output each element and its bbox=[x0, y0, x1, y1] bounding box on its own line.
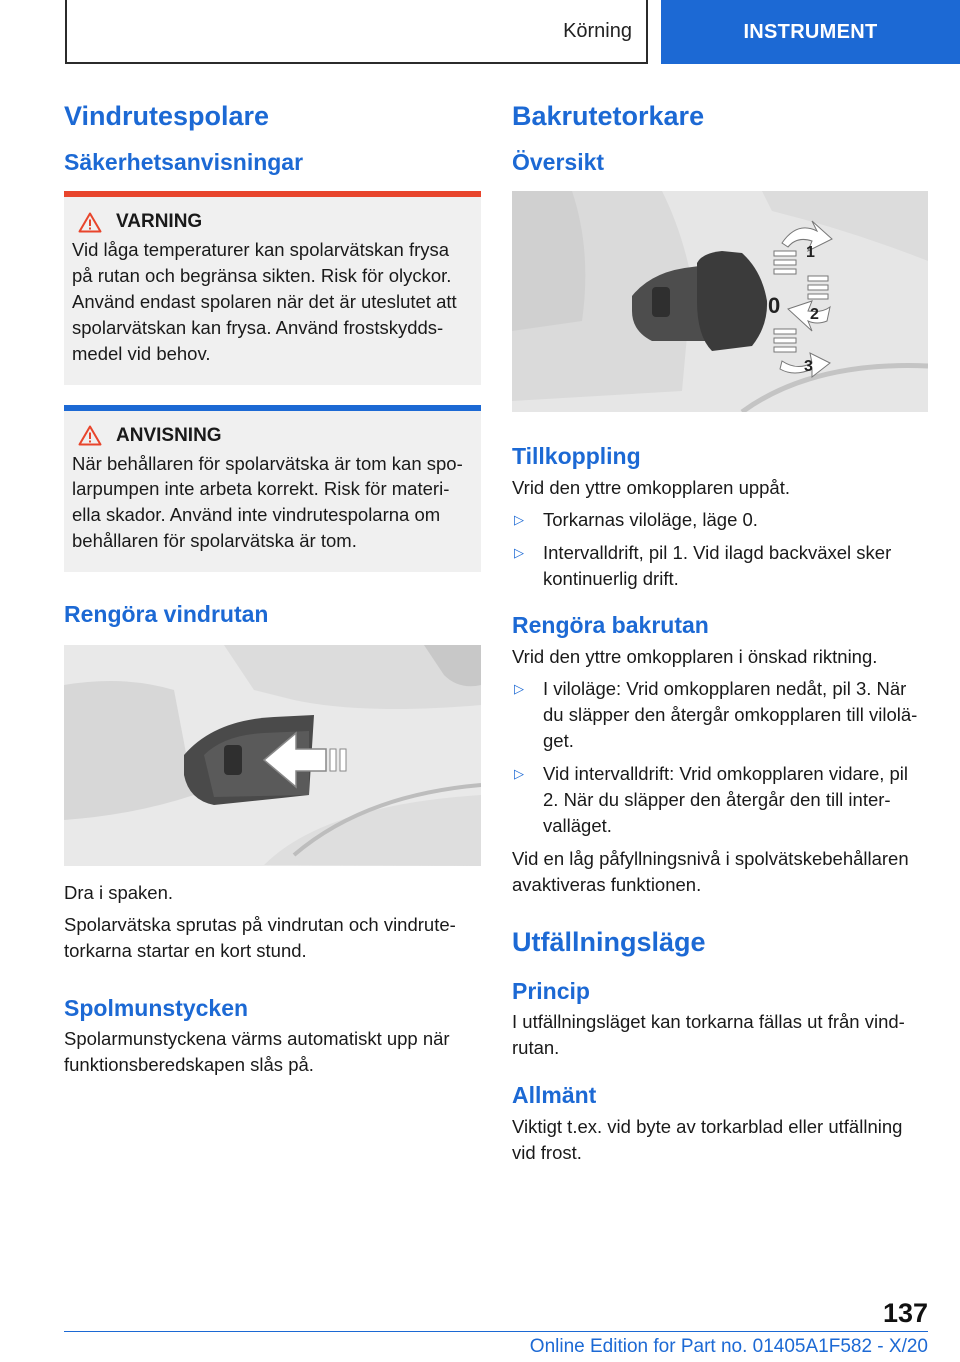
figure-label-3: 3 bbox=[804, 358, 813, 376]
list-item bbox=[512, 507, 928, 533]
principle-text: I utfällningsläget kan torkarna fällas ut från vindrutan. bbox=[512, 1011, 905, 1059]
footer-edition: Online Edition for Part no. 01405A1F582 - X/20 bbox=[529, 1336, 928, 1357]
nozzles-text: Spolarmunstyckena värms automatiskt upp när funktionsberedskapen slås på. bbox=[64, 1028, 450, 1076]
general-text: Viktigt t.ex. vid byte av torkarblad eller utfällning vid frost. bbox=[512, 1115, 903, 1163]
general-heading: Allmänt bbox=[512, 1082, 597, 1109]
notice-title bbox=[78, 425, 471, 447]
clean-windshield-step: Dra i spaken. bbox=[64, 881, 173, 903]
warning-triangle-icon bbox=[78, 212, 102, 233]
section-title-rear-wiper: Bakrutetorkare bbox=[512, 101, 705, 131]
clean-windshield-result: Spolarvätska sprutas på vindrutan och vindrutetorkarna startar en kort stund. bbox=[64, 913, 456, 961]
rear-wiper-switch-figure bbox=[512, 191, 928, 412]
clean-rear-window-note: Vid en låg påfyllningsnivå i spolvätskebehållaren avaktiveras funktionen. bbox=[512, 848, 909, 896]
list-item-text: Intervalldrift, pil 1. Vid ilagd backväxel sker kontinuerlig drift. bbox=[543, 541, 892, 589]
triangle-bullet-icon: ▷ bbox=[514, 765, 524, 781]
triangle-bullet-icon: ▷ bbox=[514, 681, 524, 697]
header-chapter-tab[interactable] bbox=[661, 0, 960, 64]
list-item-text: I viloläge: Vrid omkopplaren nedåt, pil 3. När du släpper den återgår omkopplaren till viloläget. bbox=[543, 678, 918, 751]
activation-heading: Tillkoppling bbox=[512, 443, 641, 470]
header-chapter-label: INSTRUMENT bbox=[743, 20, 878, 43]
figure-label-2: 2 bbox=[810, 306, 819, 324]
clean-windshield-heading: Rengöra vindrutan bbox=[64, 601, 269, 628]
foldout-heading: Utfällningsläge bbox=[512, 927, 706, 958]
header-section-label: Körning bbox=[563, 19, 632, 42]
safety-heading: Säkerhetsanvisningar bbox=[64, 149, 304, 176]
section-title-windshield-washer: Vindrutespolare bbox=[64, 101, 270, 131]
list-item bbox=[512, 761, 928, 839]
notice-box bbox=[64, 405, 481, 573]
figure-label-0: 0 bbox=[768, 293, 781, 319]
activation-text: Vrid den yttre omkopplaren uppåt. bbox=[512, 476, 791, 498]
header-section bbox=[65, 0, 648, 64]
notice-label: ANVISNING bbox=[116, 424, 222, 446]
footer-divider bbox=[64, 1331, 928, 1332]
overview-heading: Översikt bbox=[512, 149, 605, 176]
nozzles-heading: Spolmunstycken bbox=[64, 994, 249, 1021]
notice-text: När behållaren för spolarvätska är tom kan spolarpumpen inte arbeta korrekt. Risk för materiella skador. Använd inte vindrutespolarna om behållaren för spolarvätska är tom. bbox=[72, 452, 463, 552]
list-item bbox=[512, 676, 928, 754]
list-item-text: Torkarnas viloläge, läge 0. bbox=[543, 508, 758, 530]
figure-label-1: 1 bbox=[806, 244, 815, 262]
clean-rear-window-text: Vrid den yttre omkopplaren i önskad riktning. bbox=[512, 646, 878, 668]
activation-list bbox=[512, 507, 928, 592]
triangle-bullet-icon: ▷ bbox=[514, 544, 524, 560]
clean-rear-window-list bbox=[512, 676, 928, 838]
warning-text: Vid låga temperaturer kan spolarvätskan frysa på rutan och begränsa sikten. Risk för olyckor. Använd endast spolaren när det är uteslutet att spolarvätskan kan frysa. Använd frostskyddsmedel vid behov. bbox=[72, 239, 457, 364]
left-column bbox=[64, 100, 481, 1084]
warning-title bbox=[78, 211, 471, 233]
page-number: 137 bbox=[882, 1298, 928, 1328]
triangle-bullet-icon: ▷ bbox=[514, 511, 524, 527]
clean-rear-window-heading: Rengöra bakrutan bbox=[512, 612, 709, 639]
warning-box bbox=[64, 191, 481, 384]
warning-label: VARNING bbox=[116, 211, 203, 233]
principle-heading: Princip bbox=[512, 977, 590, 1004]
list-item-text: Vid intervalldrift: Vrid omkopplaren vidare, pil 2. När du släpper den återgår den till intervalläget. bbox=[543, 762, 909, 836]
right-column bbox=[512, 100, 928, 1172]
wiper-lever-pull-figure bbox=[64, 645, 481, 866]
list-item bbox=[512, 540, 928, 592]
notice-triangle-icon bbox=[78, 425, 102, 446]
